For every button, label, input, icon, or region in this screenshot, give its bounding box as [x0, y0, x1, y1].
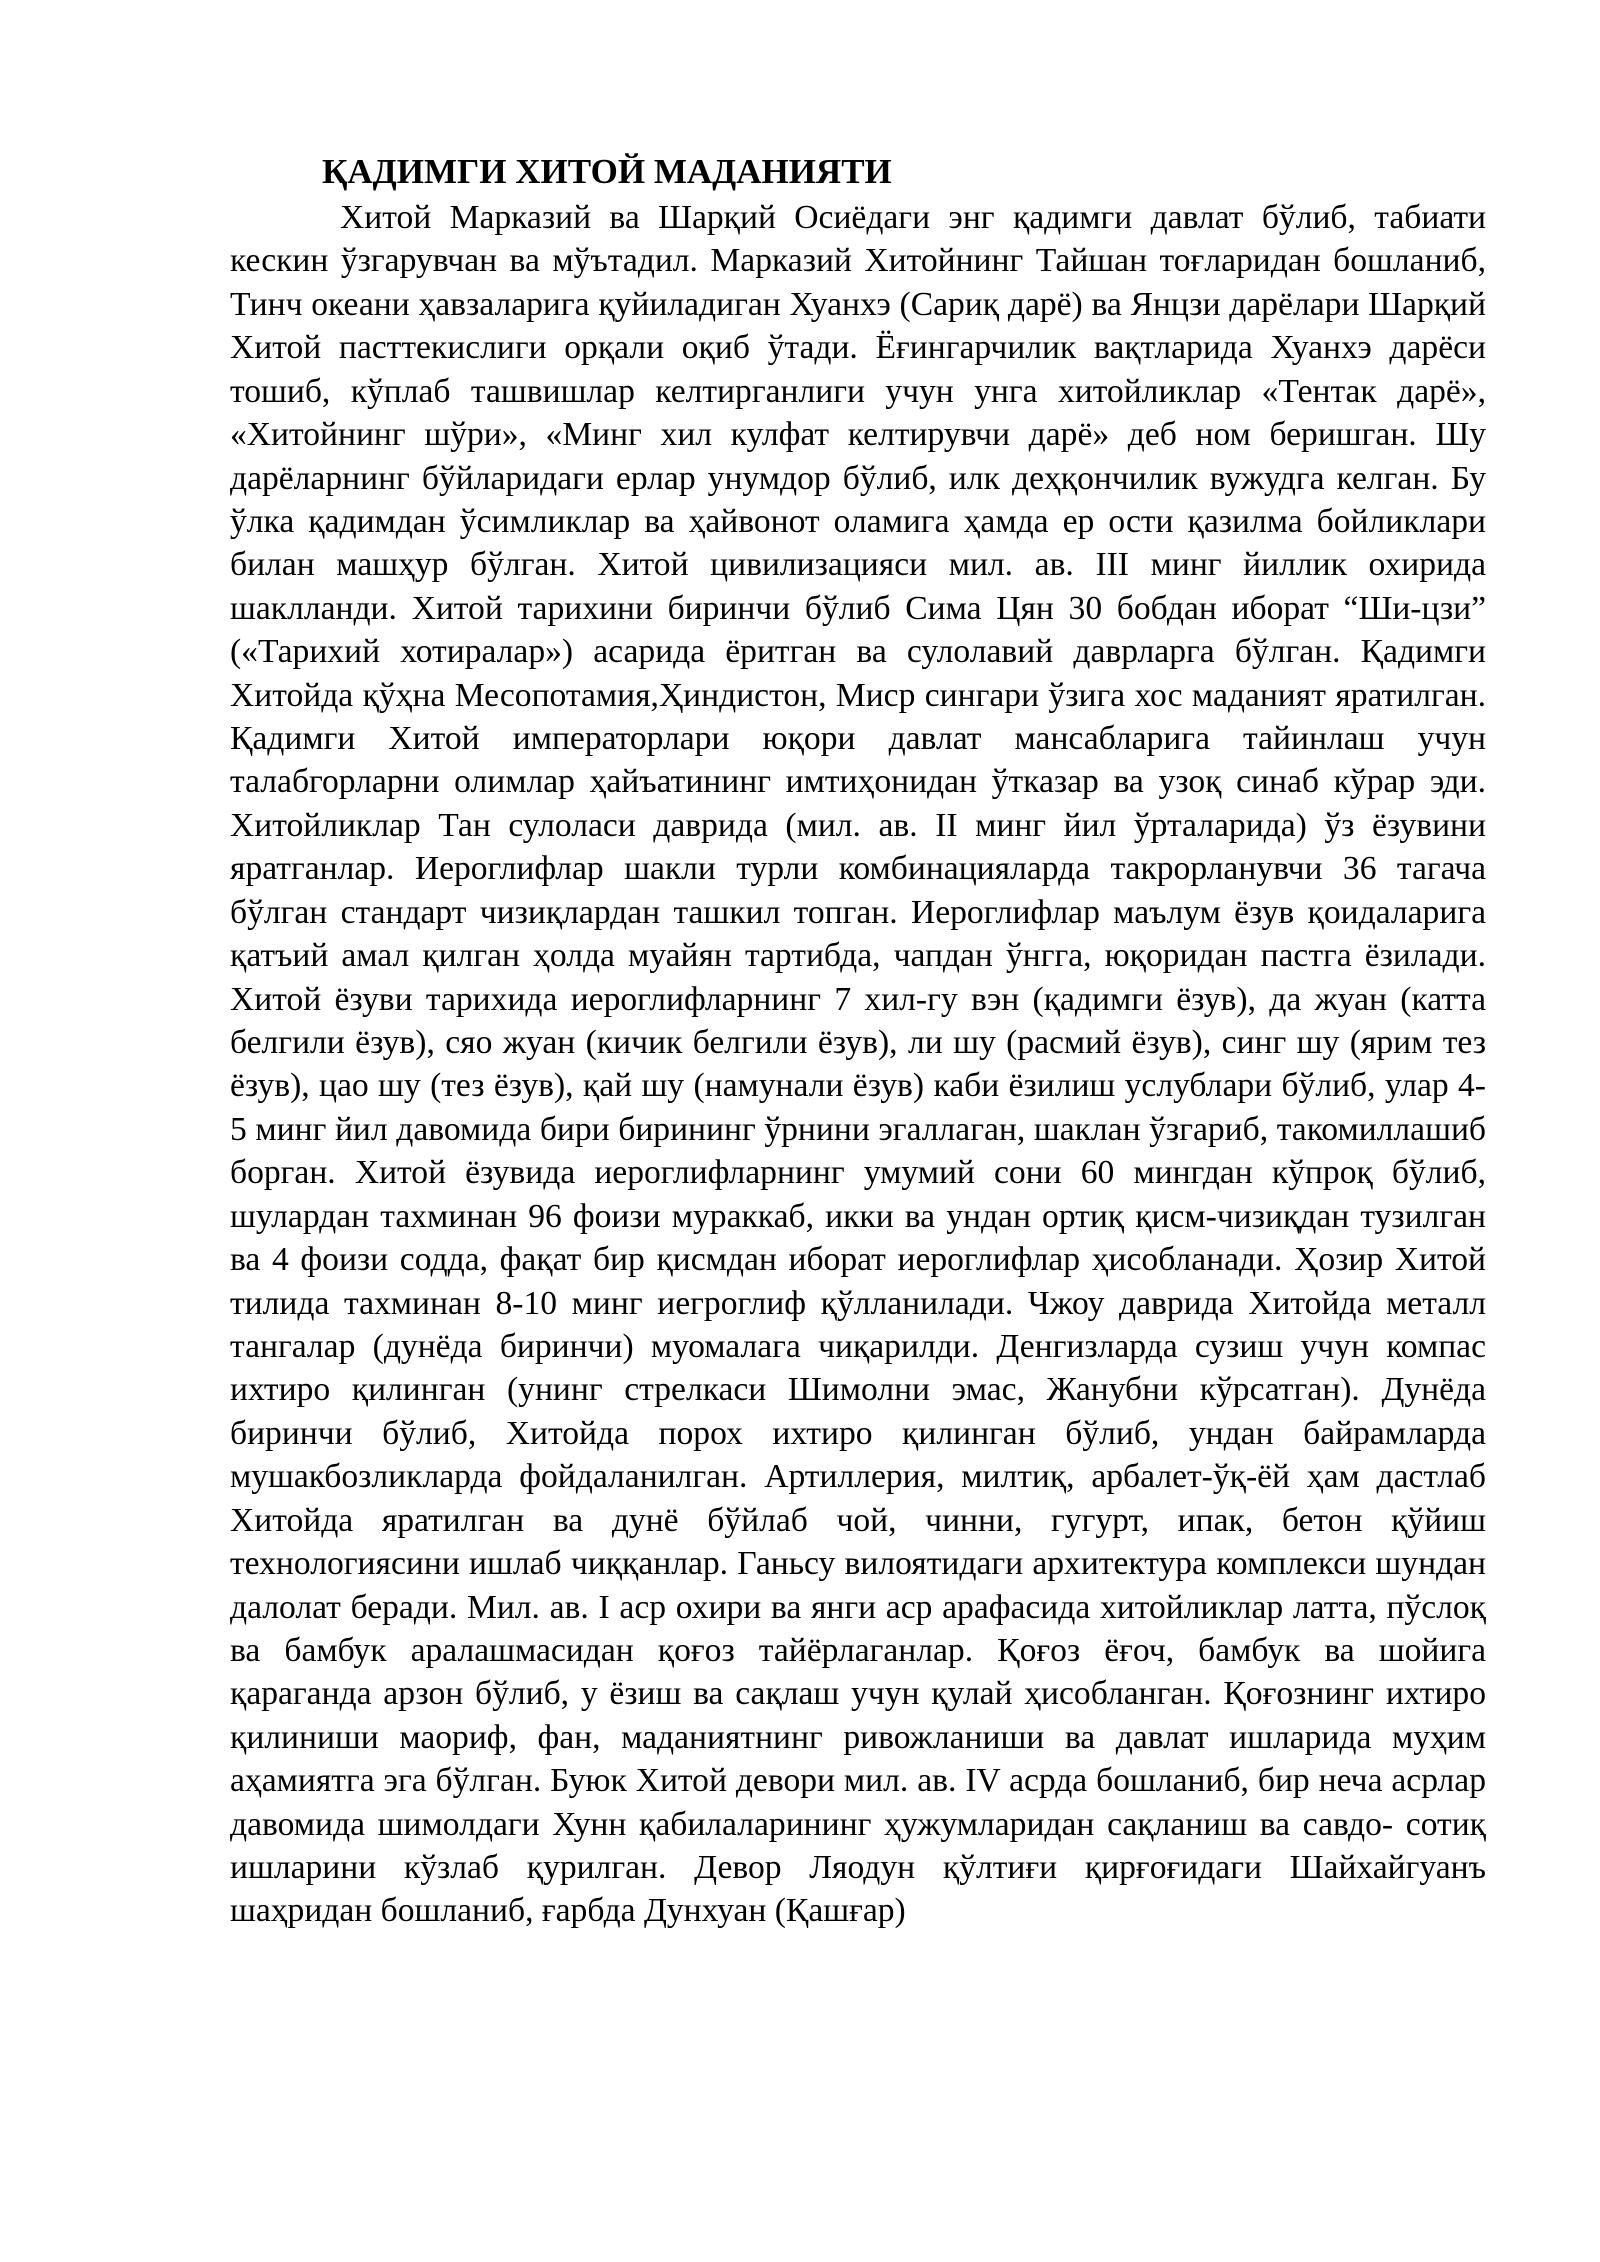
document-paragraph: Хитой Марказий ва Шарқий Осиёдаги энг қадимги давлат бўлиб, табиати кескин ўзгарувчан ва мўътадил. Марказий Хитойнинг Тайшан тоғларидан бошланиб, Тинч океани ҳавзаларига қуйиладиган Хуанхэ (Сариқ дарё) ва Янцзи дарёлари Шарқий Хитой пасттекислиги орқали оқиб ўтади. Ёғингарчилик вақтларида Хуанхэ дарёси тошиб, кўплаб ташвишлар келтирганлиги учун унга хитойликлар «Тентак дарё», «Хитойнинг шўри», «Минг хил кулфат келтирувчи дарё» деб ном беришган. Шу дарёларнинг бўйларидаги ерлар унумдор бўлиб, илк деҳқончилик вужудга келган. Бу ўлка қадимдан ўсимликлар ва ҳайвонот оламига ҳамда ер ости қазилма бойликлари билан машҳур бўлган. Хитой цивилизацияси мил. ав. III минг йиллик охирида шаклланди. Хитой тарихини биринчи бўлиб Сима Цян 30 бобдан иборат “Ши-цзи” («Тарихий хотиралар») асарида ёритган ва сулолавий даврларга бўлган. Қадимги Хитойда қўҳна Месопотамия,Ҳиндистон, Миср сингари ўзига хос маданият яратилган. Қадимги Хитой императорлари юқори давлат мансабларига тайинлаш учун талабгорларни олимлар ҳайъатининг имтиҳонидан ўтказар ва узоқ синаб кўрар эди. Хитойликлар Тан сулоласи даврида (мил. ав. II минг йил ўрталарида) ўз ёзувини яратганлар. Иероглифлар шакли турли комбинацияларда такрорланувчи 36 тагача бўлган стандарт чизиқлардан ташкил топган. Иероглифлар маълум ёзув қоидаларига қатъий амал қилган ҳолда муайян тартибда, чапдан ўнгга, юқоридан пастга ёзилади. Хитой ёзуви тарихида иероглифларнинг 7 хил-гу вэн (қадимги ёзув), да жуан (катта белгили ёзув), сяо жуан (кичик белгили ёзув), ли шу (расмий ёзув), синг шу (ярим тез ёзув), цао шу (тез ёзув), қай шу (намунали ёзув) каби ёзилиш услублари бўлиб, улар 4-5 минг йил давомида бири бирининг ўрнини эгаллаган, шаклан ўзгариб, такомиллашиб борган. Хитой ёзувида иероглифларнинг умумий сони 60 мингдан кўпроқ бўлиб, шулардан тахминан 96 фоизи мураккаб, икки ва ундан ортиқ қисм-чизиқдан тузилган ва 4 фоизи содда, фақат бир қисмдан иборат иероглифлар ҳисобланади. Ҳозир Хитой тилида тахминан 8-10 минг иегроглиф қўлланилади. Чжоу даврида Хитойда металл тангалар (дунёда биринчи) муомалага чиқарилди. Денгизларда сузиш учун компас ихтиро қилинган (унинг стрелкаси Шимолни эмас, Жанубни кўрсатган). Дунёда биринчи бўлиб, Хитойда порох ихтиро қилинган бўлиб, ундан байрамларда мушакбозликларда фойдаланилган. Артиллерия, милтиқ, арбалет-ўқ-ёй ҳам дастлаб Хитойда яратилган ва дунё бўйлаб чой, чинни, гугурт, ипак, бетон қўйиш технологиясини ишлаб чиққанлар. Ганьсу вилоятидаги архитектура комплекси шундан далолат беради. Мил. ав. I аср охири ва янги аср арафасида хитойликлар латта, пўслоқ ва бамбук аралашмасидан қоғоз тайёрлаганлар. Қоғоз ёғоч, бамбук ва шойига қараганда арзон бўлиб, у ёзиш ва сақлаш учун қулай ҳисобланган. Қоғознинг ихтиро қилиниши маориф, фан, маданиятнинг ривожланиши ва давлат ишларида муҳим аҳамиятга эга бўлган. Буюк Хитой девори мил. ав. IV асрда бошланиб, бир неча асрлар давомида шимолдаги Хунн қабилаларининг ҳужумларидан сақланиш ва савдо- сотиқ ишларини кўзлаб қурилган. Девор Ляодун қўлтиғи қирғоғидаги Шайхайгуанъ шаҳридан бошланиб, ғарбда Дунхуан (Қашғар): [230, 199, 1486, 1930]
document-title: ҚАДИМГИ ХИТОЙ МАДАНИЯТИ: [322, 152, 892, 191]
